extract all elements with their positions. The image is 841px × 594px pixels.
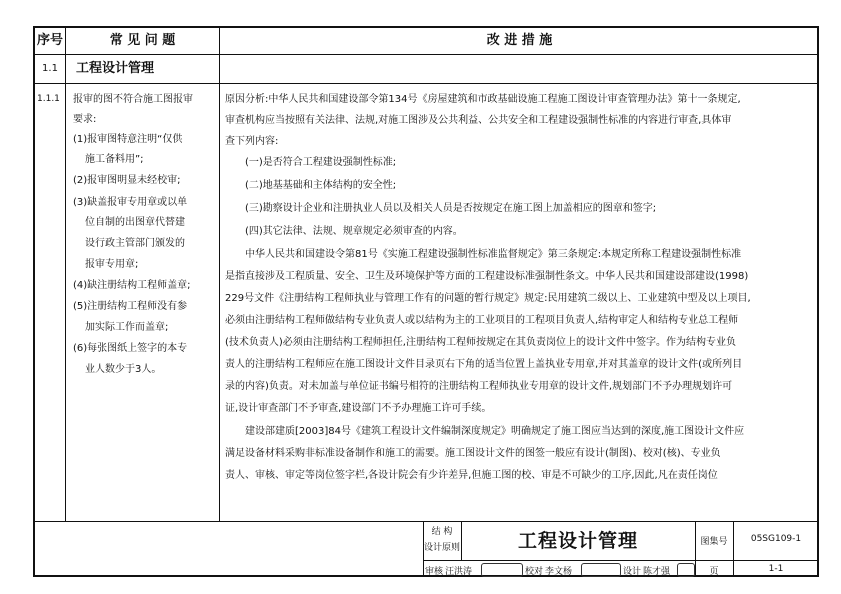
measure-line: 是指直接涉及工程质量、安全、卫生及环境保护等方面的工程建设标准强制性条文。中华人民共和国建设部建设(1998) — [225, 271, 749, 282]
measure-line: 审查机构应当按照有关法律、法规,对施工图涉及公共利益、公共安全和工程建设强制性标准的内容进行审查,具体审 — [225, 115, 732, 126]
design-name: 陈才强 — [643, 567, 671, 577]
problem-line: 位自制的出图章代替建 — [85, 217, 185, 228]
measure-line: (一)是否符合工程建设强制性标准; — [245, 157, 397, 168]
problem-line: (5)注册结构工程师没有参 — [73, 301, 188, 312]
page-number: 1-1 — [768, 564, 784, 574]
col-divider-1 — [65, 28, 66, 521]
measure-line: 中华人民共和国建设令第81号《实施工程建设强制性标准监督规定》第三条规定:本规定所称工程建设强制性标准 — [245, 249, 742, 260]
problem-line: (3)缺盖报审专用章或以单 — [73, 197, 188, 208]
problem-line: (6)每张图纸上签字的本专 — [73, 343, 188, 354]
problem-line: 加实际工作而盖章; — [85, 322, 169, 333]
problem-line: (4)缺注册结构工程师盖章; — [73, 280, 191, 291]
measure-line: 必须由注册结构工程师做结构专业负责人或以结构为主的工业项目的工程项目负责人,结构审定人和结构专业总工程师 — [225, 315, 739, 326]
review-signature — [481, 563, 523, 577]
problem-line: (2)报审图明显未经校审; — [73, 175, 181, 186]
measure-line: 229号文件《注册结构工程师执业与管理工作有的问题的暂行规定》规定:民用建筑二级以上、工业建筑中型及以上项目, — [225, 293, 751, 304]
page-label: 页 — [709, 567, 719, 577]
review-label: 审核 — [425, 567, 444, 577]
problem-line: (1)报审图特意注明“仅供 — [73, 134, 183, 145]
drawing-frame — [33, 26, 819, 577]
measure-line: 查下列内容: — [225, 136, 279, 147]
atlas-label: 图集号 — [700, 537, 728, 547]
section-divider — [35, 83, 819, 84]
review-name: 汪洪涛 — [445, 567, 473, 577]
item-number: 1.1.1 — [37, 94, 60, 104]
header-measure: 改 进 措 施 — [486, 33, 553, 48]
problem-line: 报审专用章; — [85, 259, 139, 270]
problem-line: 设行政主管部门颁发的 — [85, 238, 185, 249]
problem-line: 要求: — [73, 114, 97, 125]
measure-line: 满足设备材料采购非标准设备制作和施工的需要。施工图设计文件的图签一般应有设计(制图)、校对(核)、专业负 — [225, 448, 721, 459]
title-block — [423, 521, 819, 577]
measure-line: (技术负责人)必须由注册结构工程师担任,注册结构工程师按规定在其负责岗位上的设计文件中签字。作为结构专业负 — [225, 337, 736, 348]
measure-line: 原因分析:中华人民共和国建设部令第134号《房屋建筑和市政基础设施工程施工图设计审查管理办法》第十一条规定, — [225, 94, 741, 105]
atlas-number: 05SG109-1 — [750, 534, 802, 544]
measure-line: 证,设计审查部门不予审查,建设部门不予办理施工许可手续。 — [225, 403, 492, 414]
check-label: 校对 — [525, 567, 544, 577]
measure-line: 建设部建质[2003]84号《建筑工程设计文件编制深度规定》明确规定了施工图应当达到的深度,施工图设计文件应 — [245, 426, 745, 437]
problem-line: 施工备料用”; — [85, 154, 144, 165]
drawing-title: 工程设计管理 — [517, 530, 638, 552]
design-signature — [677, 563, 695, 577]
tb-divider — [423, 560, 819, 561]
header-problem: 常 见 问 题 — [109, 33, 176, 48]
section-title: 工程设计管理 — [76, 61, 155, 76]
problem-line: 报审的图不符合施工图报审 — [73, 94, 193, 105]
category-line2: 设计原则 — [423, 543, 460, 553]
design-label: 设计 — [623, 567, 642, 577]
problem-line: 业人数少于3人。 — [85, 364, 162, 375]
section-number: 1.1 — [42, 63, 58, 74]
check-name: 李文杨 — [545, 567, 573, 577]
header-seq: 序号 — [36, 33, 63, 48]
category-line1: 结 构 — [431, 527, 453, 537]
check-signature — [581, 563, 621, 577]
col-divider-2 — [219, 28, 220, 521]
measure-line: 责人的注册结构工程师应在施工图设计文件目录页右下角的适当位置上盖执业专用章,并对其盖章的设计文件(或所列目 — [225, 359, 743, 370]
measure-line: 责人、审核、审定等岗位签字栏,各设计院会有少许差异,但施工图的校、审是不可缺少的工序,因此,凡在责任岗位 — [225, 470, 718, 481]
measure-line: 录的内容)负责。对未加盖与单位证书编号相符的注册结构工程师执业专用章的设计文件,规划部门不予办理规划许可 — [225, 381, 733, 392]
measure-line: (二)地基基础和主体结构的安全性; — [245, 180, 397, 191]
measure-line: (四)其它法律、法规、规章规定必须审查的内容。 — [245, 226, 463, 237]
measure-line: (三)勘察设计企业和注册执业人员以及相关人员是否按规定在施工图上加盖相应的图章和签字; — [245, 203, 657, 214]
